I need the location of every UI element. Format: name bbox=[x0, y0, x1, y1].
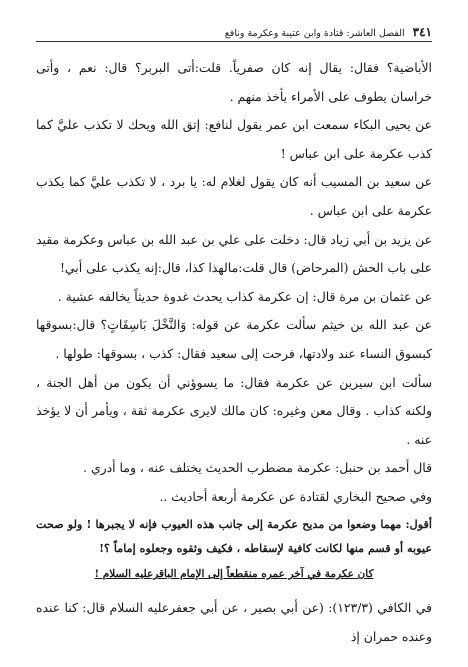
section-heading bbox=[36, 568, 432, 580]
paragraph: عن سعيد بن المسيب أنه كان يقول لغلام له: يا برد ، لا تكذب عليَّ كما يكذب عكرمة على ابن عباس . bbox=[36, 174, 432, 218]
running-header bbox=[36, 17, 432, 39]
paragraph: سألت ابن سيرين عن عكرمة فقال: ما يسوؤني أن يكون من أهل الجنة ، ولكنه كذاب . وقال معن وغيره: كان مالك لايرى عكرمة ثقة ، ويأمر أن لا يؤخذ عنه . bbox=[36, 374, 432, 447]
paragraph: عن يزيد بن أبي زياد قال: دخلت على علي بن عبد الله بن عباس وعكرمة مقيد على باب الحش (المرحاض) قال قلت:مالهذا كذا، قال:إنه يكذب على أبي! bbox=[36, 231, 432, 276]
page-number: ٣٤١ bbox=[412, 25, 432, 39]
paragraph: عن يحيى البكاء سمعت ابن عمر يقول لنافع: إتق الله ويحك لا تكذب عليَّ كما كذب عكرمة على ابن عباس ! bbox=[36, 117, 432, 161]
body-text bbox=[36, 54, 432, 560]
author-note: أقول: مهما وضعوا من مديح عكرمة إلى جانب هذه العيوب فإنه لا يجبرها ! ولو صحت عيوبه أو قسم منها لكانت كافية لإسقاطه ، فكيف وثقوه وجعلوه إماماً ؟! bbox=[36, 516, 432, 555]
section-heading-text: كان عكرمة في آخر عمره منقطعاً إلى الإمام الباقرعليه السلام ! bbox=[94, 568, 374, 580]
header-divider bbox=[36, 41, 432, 42]
paragraph: عن عبد الله بن خيثم سألت عكرمة عن قوله: وَالنَّخْلَ بَاسِقَاتٍ؟ قال:بسوقها كبسوق النساء عند ولادتها، فرحت إلى سعيد فقال: كذب ، بسوقها: طولها . bbox=[36, 317, 432, 361]
paragraph: قال أحمد بن حنبل: عكرمة مضطرب الحديث يختلف عنه ، وما أدري . bbox=[83, 460, 432, 476]
chapter-title: الفصل العاشر: قتادة وابن عتيبة وعكرمة ونافع bbox=[224, 28, 405, 39]
closing-text bbox=[36, 594, 432, 651]
paragraph: الأباضية؟ فقال: يقال إنه كان صفرياً. قلت:أتى البربر؟ قال: نعم ، وأتى خراسان يطوف على الأمراء يأخذ منهم . bbox=[36, 60, 432, 104]
paragraph: وفي صحيح البخاري لقتادة عن عكرمة أربعة أحاديث .. bbox=[159, 488, 432, 504]
paragraph: في الكافي (١٢٣/٣): (عن أبي بصير ، عن أبي جعفرعليه السلام قال: كنا عنده وعنده حمران إذ bbox=[36, 600, 432, 644]
paragraph: عن عثمان بن مرة قال: إن عكرمة كذاب يحدث غدوة حديثاً يخالفه عشية . bbox=[57, 288, 432, 304]
